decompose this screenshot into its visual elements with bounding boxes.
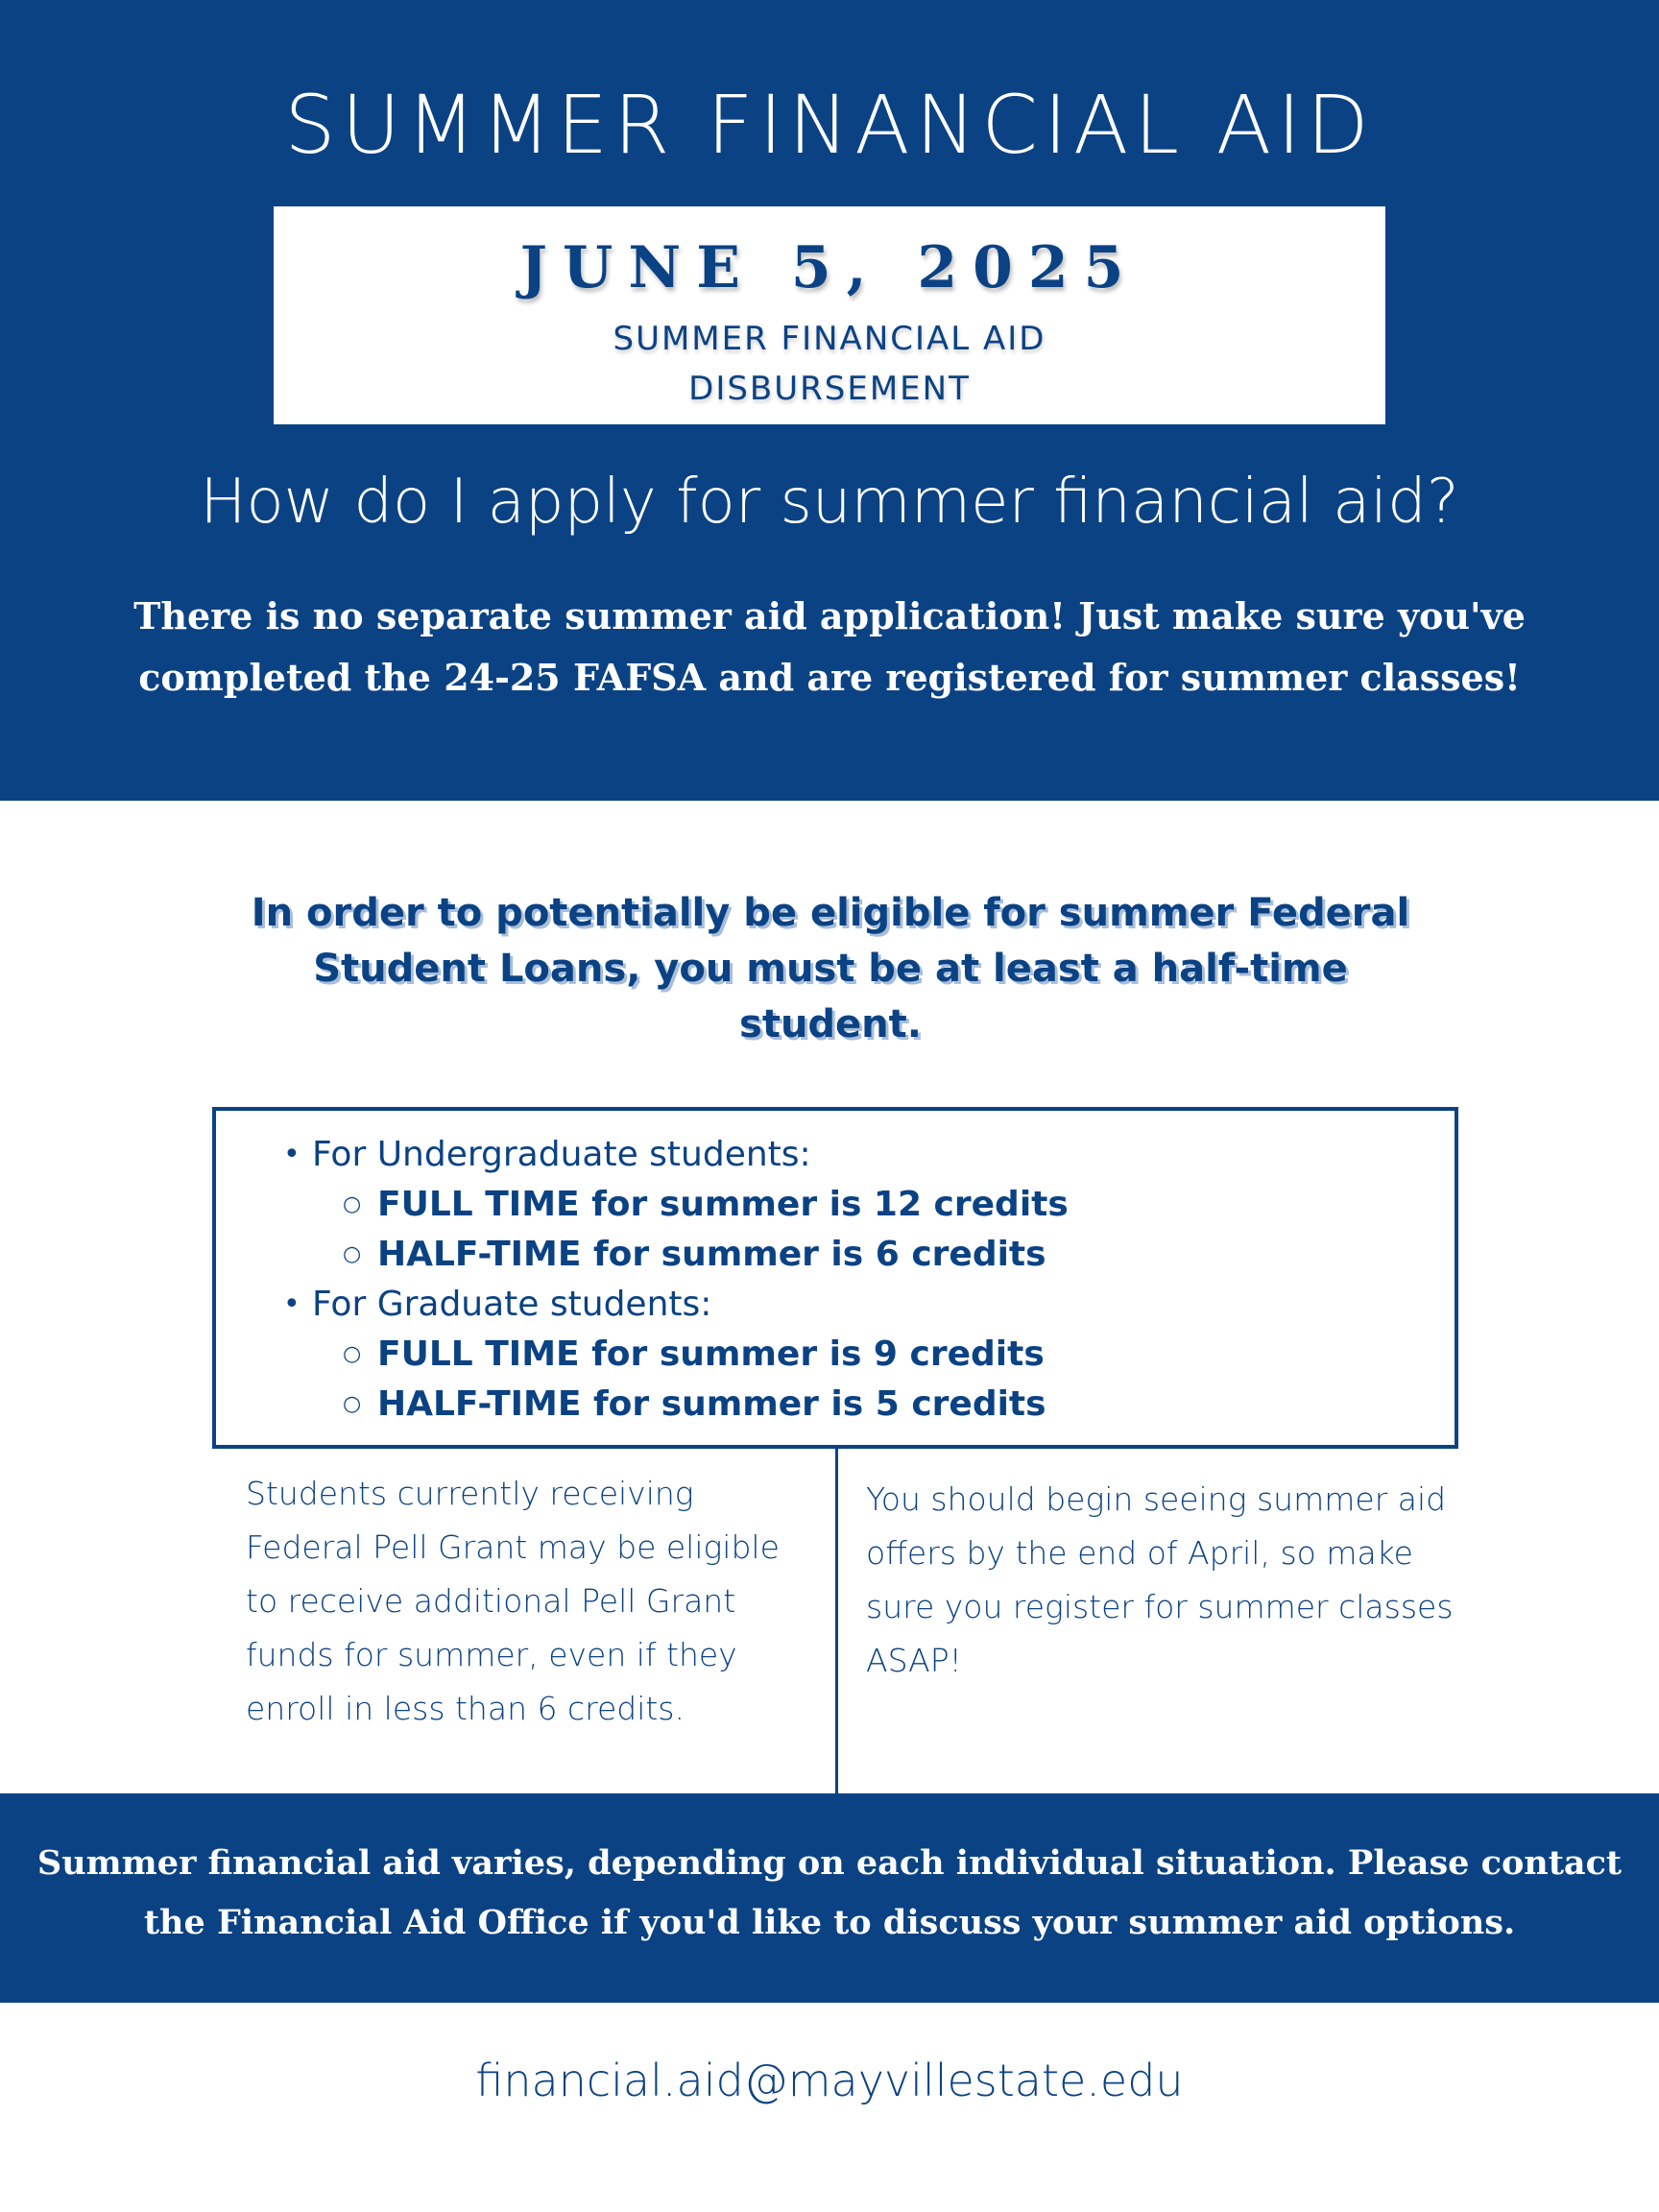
credit-requirements-list	[283, 1130, 1387, 1430]
disbursement-caption-line2: DISBURSEMENT	[688, 370, 971, 408]
credit-rule: FULL TIME for summer is 9 credits	[377, 1334, 1045, 1374]
contact-message: Summer financial aid varies, depending on each individual situation. Please contact the Financial Aid Office if you'd like to discuss your summer aid options.	[36, 1843, 1623, 1942]
group-label: For Graduate students:	[312, 1285, 712, 1324]
circle-bullet-icon: ○	[343, 1392, 362, 1416]
list-item-graduate	[283, 1280, 1387, 1330]
credit-rule: FULL TIME for summer is 12 credits	[377, 1185, 1069, 1224]
pell-grant-note: Students currently receiving Federal Pell Grant may be eligible to receive additional Pell Grant funds for summer, even if they enroll in less than 6 credits.	[246, 1475, 780, 1727]
list-item-undergraduate	[283, 1130, 1387, 1180]
list-subitem	[283, 1230, 1387, 1280]
header-band	[0, 0, 1659, 801]
bullet-icon: •	[283, 1287, 301, 1321]
aid-offers-note: You should begin seeing summer aid offers by the end of April, so make sure you register for summer classes ASAP!	[866, 1480, 1454, 1679]
credit-requirements-box	[212, 1107, 1458, 1449]
circle-bullet-icon: ○	[343, 1242, 362, 1266]
circle-bullet-icon: ○	[343, 1342, 362, 1366]
apply-question-heading: How do I apply for summer financial aid?	[200, 467, 1459, 538]
disbursement-date-box	[274, 206, 1385, 424]
page-title: SUMMER FINANCIAL AID	[284, 78, 1375, 172]
contact-email-link[interactable]: financial.aid@mayvillestate.edu	[475, 2055, 1184, 2106]
credit-rule: HALF-TIME for summer is 5 credits	[377, 1384, 1046, 1424]
list-subitem	[283, 1180, 1387, 1230]
disbursement-caption-line1: SUMMER FINANCIAL AID	[613, 320, 1046, 358]
bullet-icon: •	[283, 1138, 301, 1171]
disbursement-caption	[274, 314, 1385, 414]
footer-band	[0, 1793, 1659, 2003]
apply-intro-text: There is no separate summer aid application! Just make sure you've completed the 24-25 FAFSA and are registered for summer classes!	[133, 594, 1526, 699]
loan-eligibility-note: In order to potentially be eligible for summer Federal Student Loans, you must be at least a half-time student.	[251, 891, 1410, 1046]
disbursement-date: JUNE 5, 2025	[519, 234, 1140, 301]
credit-rule: HALF-TIME for summer is 6 credits	[377, 1235, 1046, 1274]
list-subitem	[283, 1380, 1387, 1430]
list-subitem	[283, 1330, 1387, 1380]
column-divider	[835, 1449, 838, 1794]
group-label: For Undergraduate students:	[312, 1135, 811, 1174]
circle-bullet-icon: ○	[343, 1192, 362, 1216]
